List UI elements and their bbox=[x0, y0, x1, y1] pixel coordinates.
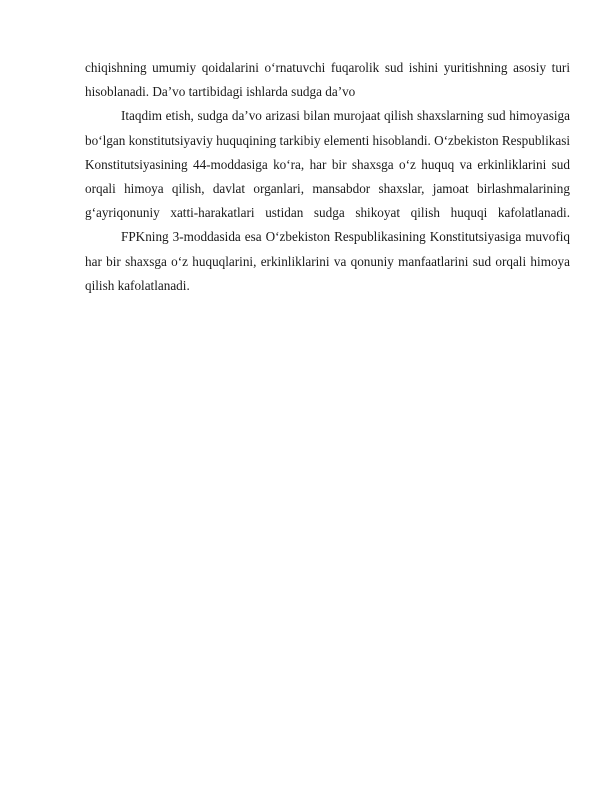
paragraph-2: Itaqdim etish, sudga da’vo arizasi bilan murojaat qilish shaxslarning sud himoyasiga bo‘lgan konstitutsiyaviy huquqining tarkibiy elementi hisoblandi. O‘zbekiston Respublikasi Konstitutsiyasining 44-moddasiga ko‘ra, har bir shaxsga o‘z huquq va erkinliklarini sud orqali himoya qilish, davlat organlari, mansabdor shaxslar, jamoat birlashmalarining g‘ayriqonuniy xatti-harakatlari ustidan sudga shikoyat qilish huquqi kafolatlanadi. bbox=[85, 108, 570, 221]
paragraph-1: chiqishning umumiy qoidalarini o‘rnatuvchi fuqarolik sud ishini yuritishning asosiy turi hisoblanadi. Da’vo tartibidagi ishlarda sudga da’vo bbox=[85, 60, 570, 100]
paragraph-3: FPKning 3-moddasida esa O‘zbekiston Respublikasining Konstitutsiyasiga muvofiq har bir shaxsga o‘z huquqlarini, erkinliklarini va qonuniy manfaatlarini sud orqali himoya qilish kafolatlanadi. bbox=[85, 229, 570, 293]
document-page bbox=[85, 56, 570, 298]
